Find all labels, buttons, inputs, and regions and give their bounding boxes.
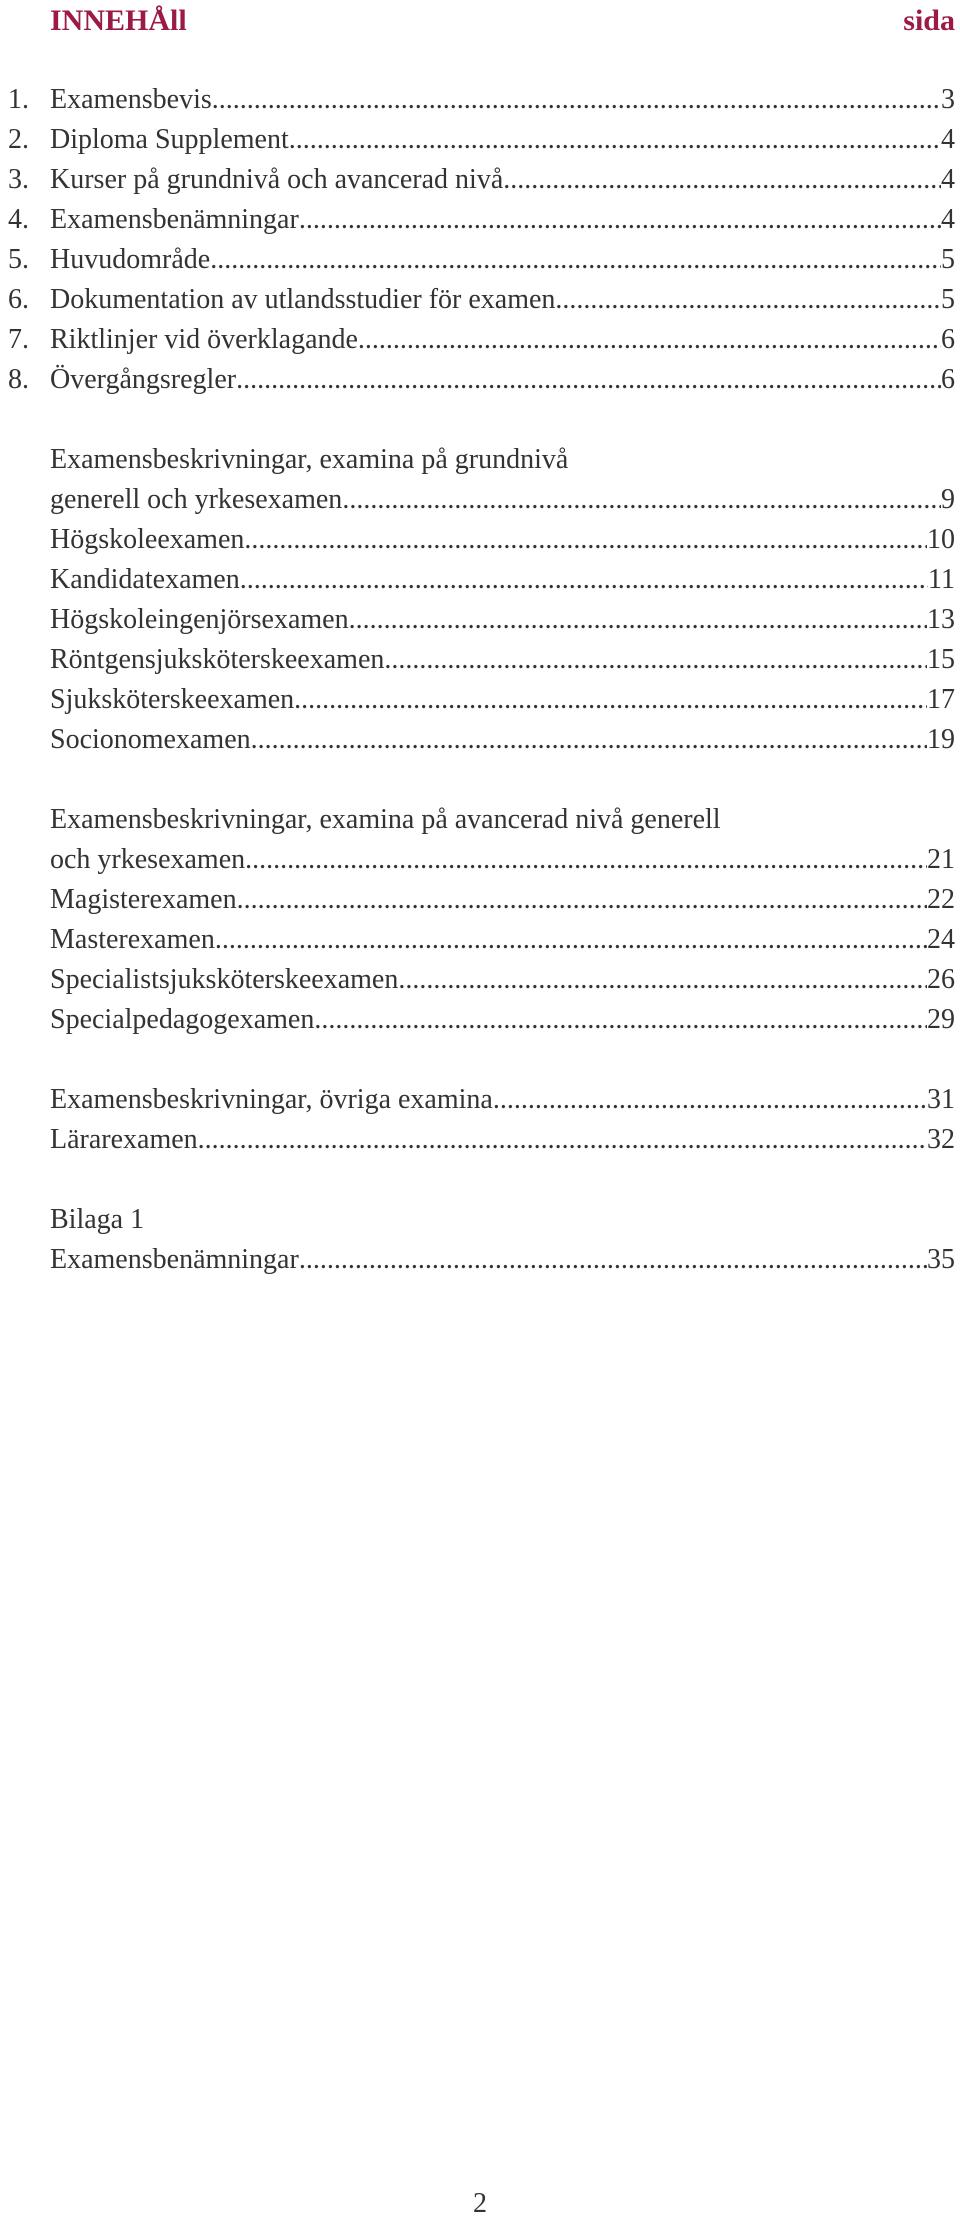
toc-item-label: Riktlinjer vid överklagande bbox=[50, 324, 358, 355]
toc-item-page: 19 bbox=[927, 724, 955, 755]
toc-item-label: Högskoleexamen bbox=[50, 524, 245, 555]
dot-leader bbox=[212, 80, 941, 120]
toc-item-label: Röntgensjuksköterskeexamen bbox=[50, 644, 385, 675]
page-number: 2 bbox=[473, 2188, 487, 2219]
dot-leader bbox=[294, 680, 927, 720]
toc-item-page: 6 bbox=[941, 364, 955, 395]
dot-leader bbox=[503, 160, 941, 200]
toc-item[interactable] bbox=[0, 1120, 960, 1160]
toc-item-label: Examensbenämningar bbox=[50, 204, 299, 235]
section-heading-advanced bbox=[0, 800, 960, 840]
toc-item[interactable] bbox=[0, 320, 960, 360]
appendix-title bbox=[0, 1200, 960, 1240]
toc-item[interactable] bbox=[0, 80, 960, 120]
toc-item[interactable] bbox=[0, 240, 960, 280]
toc-item-page: 26 bbox=[927, 964, 955, 995]
toc-item-page: 17 bbox=[927, 684, 955, 715]
toc-item-number: 8. bbox=[8, 364, 29, 395]
dot-leader bbox=[299, 200, 941, 240]
toc-item-page: 24 bbox=[927, 924, 955, 955]
toc-item[interactable] bbox=[0, 880, 960, 920]
toc-item[interactable] bbox=[0, 480, 960, 520]
toc-item[interactable] bbox=[0, 280, 960, 320]
dot-leader bbox=[244, 520, 927, 560]
toc-item-page: 4 bbox=[941, 124, 955, 155]
toc-item-page: 35 bbox=[927, 1244, 955, 1275]
toc-item-label: Kurser på grundnivå och avancerad nivå bbox=[50, 164, 504, 195]
toc-item-label: Lärarexamen bbox=[50, 1124, 198, 1155]
toc-item-page: 5 bbox=[941, 284, 955, 315]
toc-item-page: 5 bbox=[941, 244, 955, 275]
toc-item-page: 21 bbox=[927, 844, 955, 875]
toc-item-number: 5. bbox=[8, 244, 29, 275]
toc-item-number: 3. bbox=[8, 164, 29, 195]
appendix-title-text: Bilaga 1 bbox=[50, 1204, 145, 1235]
toc-item-label: Examensbeskrivningar, övriga examina bbox=[50, 1084, 493, 1115]
toc-item[interactable] bbox=[0, 1000, 960, 1040]
toc-item-label: Examensbenämningar bbox=[50, 1244, 299, 1275]
dot-leader bbox=[289, 120, 941, 160]
toc-item-label: Magisterexamen bbox=[50, 884, 237, 915]
toc-item-label: Masterexamen bbox=[50, 924, 215, 955]
toc-item-page: 22 bbox=[927, 884, 955, 915]
toc-item[interactable] bbox=[0, 920, 960, 960]
toc-item-page: 6 bbox=[941, 324, 955, 355]
toc-item-number: 4. bbox=[8, 204, 29, 235]
toc-item-page: 3 bbox=[941, 84, 955, 115]
toc-title: INNEHÅll bbox=[50, 4, 187, 37]
dot-leader bbox=[314, 1000, 927, 1040]
toc-item-number: 6. bbox=[8, 284, 29, 315]
toc-item-label: Sjuksköterskeexamen bbox=[50, 684, 295, 715]
toc-item-label: Övergångsregler bbox=[50, 364, 237, 395]
toc-item[interactable] bbox=[0, 160, 960, 200]
toc-item-number: 7. bbox=[8, 324, 29, 355]
toc-item[interactable] bbox=[0, 560, 960, 600]
toc-item-page: 13 bbox=[927, 604, 955, 635]
toc-item-label: Specialpedagogexamen bbox=[50, 1004, 315, 1035]
toc-item-label: generell och yrkesexamen bbox=[50, 484, 343, 515]
toc-item-label: Högskoleingenjörsexamen bbox=[50, 604, 349, 635]
toc-header bbox=[50, 0, 955, 44]
toc-item[interactable] bbox=[0, 360, 960, 400]
toc-item-page: 29 bbox=[927, 1004, 955, 1035]
toc-item-page: 10 bbox=[927, 524, 955, 555]
toc-item-page: 9 bbox=[941, 484, 955, 515]
toc-item-number: 2. bbox=[8, 124, 29, 155]
dot-leader bbox=[240, 560, 928, 600]
toc-item-label: Kandidatexamen bbox=[50, 564, 240, 595]
toc-item[interactable] bbox=[0, 1240, 960, 1280]
toc-item-label: Examensbevis bbox=[50, 84, 212, 115]
dot-leader bbox=[342, 480, 941, 520]
section-heading-text: Examensbeskrivningar, examina på avancerad nivå generell bbox=[50, 804, 721, 835]
toc-item-page: 32 bbox=[927, 1124, 955, 1155]
toc-item[interactable] bbox=[0, 960, 960, 1000]
toc-item[interactable] bbox=[0, 680, 960, 720]
toc-item[interactable] bbox=[0, 840, 960, 880]
dot-leader bbox=[398, 960, 927, 1000]
toc-item-label: Diploma Supplement bbox=[50, 124, 289, 155]
dot-leader bbox=[198, 1120, 927, 1160]
section-heading-bachelor bbox=[0, 440, 960, 480]
dot-leader bbox=[237, 880, 927, 920]
toc-item[interactable] bbox=[0, 720, 960, 760]
page-column-label: sida bbox=[903, 4, 955, 37]
toc-item[interactable] bbox=[0, 120, 960, 160]
dot-leader bbox=[349, 600, 927, 640]
toc-item-page: 15 bbox=[927, 644, 955, 675]
dot-leader bbox=[215, 920, 927, 960]
dot-leader bbox=[555, 280, 941, 320]
dot-leader bbox=[299, 1240, 927, 1280]
toc-item[interactable] bbox=[0, 520, 960, 560]
toc-item[interactable] bbox=[0, 200, 960, 240]
dot-leader bbox=[358, 320, 941, 360]
toc-item-page: 11 bbox=[928, 564, 955, 595]
toc-item-number: 1. bbox=[8, 84, 29, 115]
toc-item-label: Dokumentation av utlandsstudier för examen bbox=[50, 284, 556, 315]
toc-item-page: 31 bbox=[927, 1084, 955, 1115]
toc-item[interactable] bbox=[0, 600, 960, 640]
toc-item-label: Specialistsjuksköterskeexamen bbox=[50, 964, 399, 995]
dot-leader bbox=[245, 840, 927, 880]
toc-item-page: 4 bbox=[941, 204, 955, 235]
dot-leader bbox=[210, 240, 941, 280]
toc-item-page: 4 bbox=[941, 164, 955, 195]
dot-leader bbox=[236, 360, 941, 400]
toc-item-label: Huvudområde bbox=[50, 244, 211, 275]
dot-leader bbox=[251, 720, 927, 760]
toc-item[interactable] bbox=[0, 1080, 960, 1120]
toc-item-label: Socionomexamen bbox=[50, 724, 251, 755]
toc-item[interactable] bbox=[0, 640, 960, 680]
dot-leader bbox=[384, 640, 927, 680]
dot-leader bbox=[493, 1080, 927, 1120]
section-heading-text: Examensbeskrivningar, examina på grundnivå bbox=[50, 444, 569, 475]
toc-item-label: och yrkesexamen bbox=[50, 844, 246, 875]
